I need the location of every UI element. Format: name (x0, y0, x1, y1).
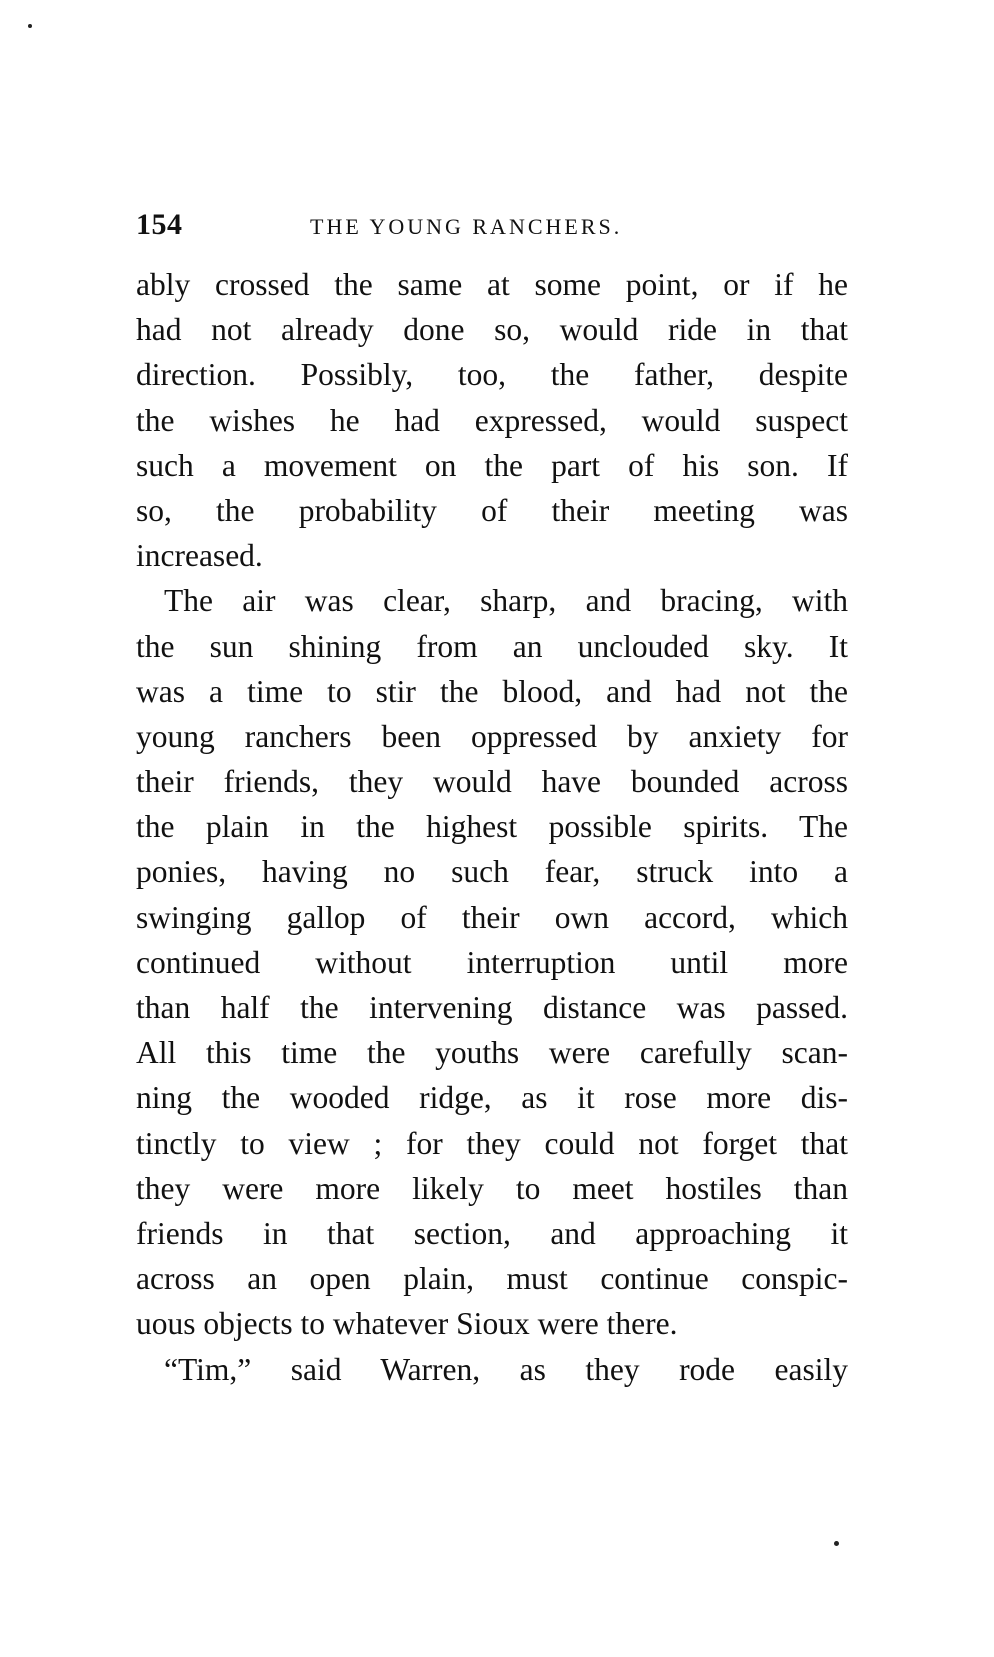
text-line: such a movement on the part of his son. If (136, 447, 848, 483)
text-line: increased. (136, 538, 263, 574)
text-line: friends in that section, and approaching it (136, 1215, 848, 1251)
text-line: had not already done so, would ride in that (136, 312, 848, 348)
text-line: ning the wooded ridge, as it rose more dis- (136, 1080, 848, 1116)
body-text (136, 262, 848, 1392)
text-line: continued without interruption until more (136, 944, 848, 980)
text-line: ably crossed the same at some point, or if he (136, 267, 848, 302)
page-header (136, 208, 856, 244)
text-line: the wishes he had expressed, would suspect (136, 402, 848, 438)
text-line: All this time the youths were carefully scan- (136, 1035, 848, 1071)
text-line: young ranchers been oppressed by anxiety for (136, 718, 848, 754)
running-title: THE YOUNG RANCHERS. (310, 214, 623, 239)
text-line: direction. Possibly, too, the father, despite (136, 357, 848, 393)
print-speck (28, 24, 32, 28)
text-line: they were more likely to meet hostiles than (136, 1170, 848, 1206)
text-line: uous objects to whatever Sioux were there. (136, 1306, 678, 1342)
text-line: The air was clear, sharp, and bracing, with (164, 583, 848, 619)
text-line: their friends, they would have bounded across (136, 764, 848, 800)
text-line: the sun shining from an unclouded sky. It (136, 628, 848, 664)
text-line: ponies, having no such fear, struck into a (136, 854, 848, 890)
text-line: so, the probability of their meeting was (136, 492, 848, 528)
page-number: 154 (136, 208, 183, 241)
text-line: across an open plain, must continue conspic- (136, 1261, 848, 1297)
text-line: the plain in the highest possible spirits. The (136, 809, 848, 845)
text-line: than half the intervening distance was passed. (136, 990, 848, 1025)
text-line: “Tim,” said Warren, as they rode easily (164, 1351, 848, 1387)
text-line: tinctly to view ; for they could not forget that (136, 1125, 848, 1161)
text-line: was a time to stir the blood, and had not the (136, 673, 848, 709)
text-line: swinging gallop of their own accord, which (136, 899, 848, 935)
print-speck (834, 1541, 839, 1546)
